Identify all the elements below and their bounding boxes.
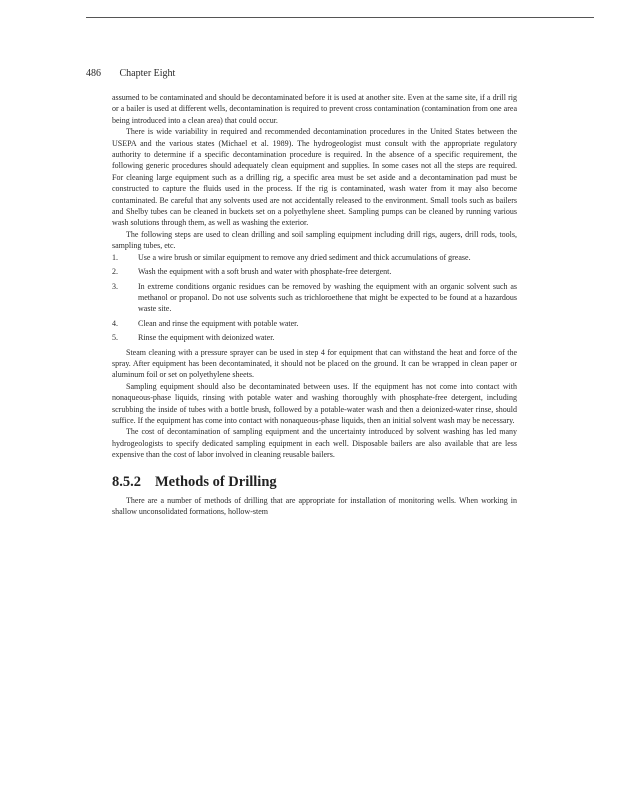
chapter-title: Chapter Eight [119,68,176,79]
top-rule [86,17,594,18]
step-number: 4. [112,318,118,328]
paragraph-decontamination-variability: There is wide variability in required and recommended decontamination procedures in the United States between the USEPA and the various states (Michael et al. 1989). The hydrogeologist must consult with the appropriate regulatory authority to determine if a specific decontamination procedure is required. In the absence of a specific requirement, the following generic procedures should adequately clean equipment and supplies. In some cases not all the steps are required. For cleaning large equipment such as a drilling rig, a specific area must be set aside and a decontamination pad must be constructed to capture the fluids used in the process. If the rig is contaminated, wash water from it may also become contaminated. Be careful that any solvents used are not accidentally released to the environment. Small tools such as bailers and Shelby tubes can be cleaned in buckets set on a polyethylene sheet. Sampling pumps can be cleaned by running various wash solutions through them, as well as washing the exterior. [112,127,517,228]
section-title: Methods of Drilling [155,473,277,490]
paragraph-drilling-methods: There are a number of methods of drilling that are appropriate for installation of monitoring wells. When working in shallow unconsolidated formations, hollow-stem [112,495,517,516]
cleaning-steps-list [112,252,517,344]
step-text: Wash the equipment with a soft brush and water with phosphate-free detergent. [138,267,392,277]
section-heading [112,473,517,491]
page-number: 486 [86,68,101,79]
paragraph-steam-cleaning: Steam cleaning with a pressure sprayer can be used in step 4 for equipment that can withstand the heat and force of the spray. After equipment has been decontaminated, it should not be placed on the ground. It can be wrapped in clean paper or aluminum foil or set on polyethylene sheets. [112,347,517,380]
step-item [112,252,517,263]
step-number: 2. [112,267,118,277]
step-text: In extreme conditions organic residues can be removed by washing the equipment with an organic solvent such as methanol or propanol. Do not use solvents such as trichloroethene that might be expected to be found at a hazardous waste site. [138,281,517,314]
step-item [112,332,517,343]
step-number: 5. [112,333,118,343]
paragraph-decontamination-cost: The cost of decontamination of sampling equipment and the uncertainty introduced by solvent washing has led many hydrogeologists to specify dedicated sampling equipment in each well. Disposable bailers are also available that are less expensive than the cost of labor involved in cleaning reusable bailers. [112,427,517,460]
paragraph-continued: assumed to be contaminated and should be decontaminated before it is used at another site. Even at the same site, if a drill rig or a bailer is used at different wells, decontamination is required to prevent cross contamination (contamination from one area being introduced into a clean area) that could occur. [112,93,517,125]
step-number: 3. [112,281,118,291]
section-number: 8.5.2 [112,473,141,490]
paragraph-cleaning-steps-intro: The following steps are used to clean drilling and soil sampling equipment including drill rigs, augers, drill rods, tools, sampling tubes, etc. [112,229,517,251]
running-head [86,68,175,79]
body-text [112,92,517,517]
step-item [112,281,517,315]
step-number: 1. [112,252,118,262]
step-item [112,266,517,277]
paragraph-sampling-equipment: Sampling equipment should also be decontaminated between uses. If the equipment has not come into contact with nonaqueous-phase liquids, rinsing with potable water and washing thoroughly with phosphate-free detergent, including scrubbing the inside of tubes with a bottle brush, followed by a potable-water wash and then a deionized-water rinse, should suffice. If the equipment has come into contact with nonaqueous-phase liquids, then an initial solvent wash may be necessary. [112,381,517,425]
step-item [112,318,517,329]
step-text: Rinse the equipment with deionized water. [138,333,275,343]
step-text: Use a wire brush or similar equipment to remove any dried sediment and thick accumulations of grease. [138,252,471,262]
step-text: Clean and rinse the equipment with potable water. [138,318,299,328]
